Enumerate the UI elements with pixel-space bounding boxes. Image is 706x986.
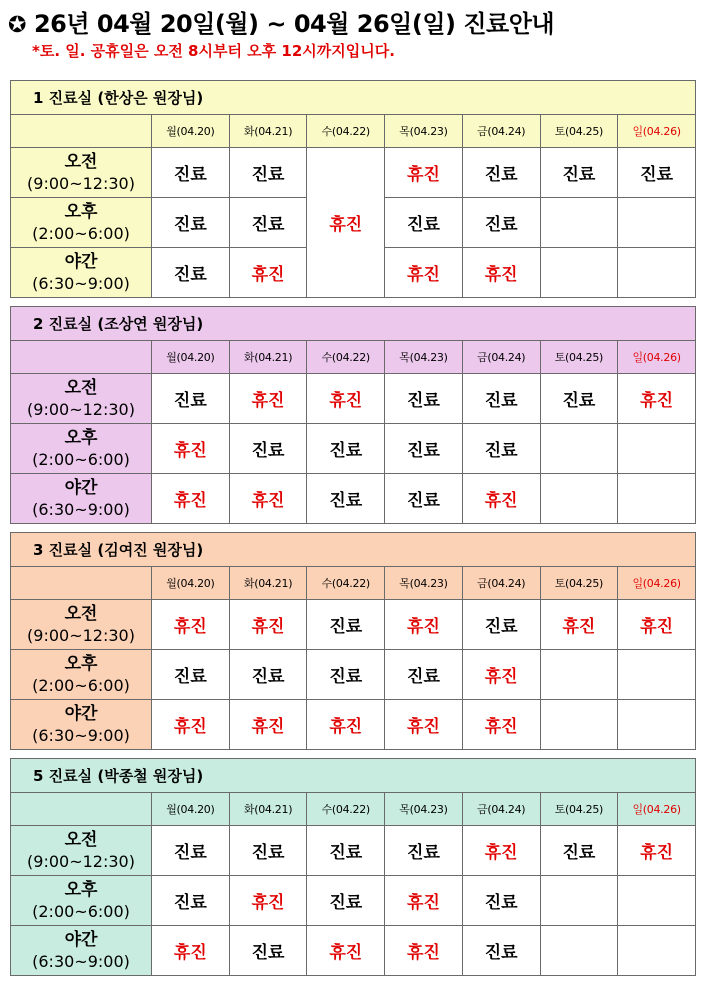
schedule-cell: 진료	[385, 374, 463, 424]
period-night	[11, 926, 152, 976]
period-time: (2:00~6:00)	[32, 223, 130, 243]
schedule-cell-merged: 휴진	[307, 148, 385, 298]
period-name: 오전	[64, 151, 98, 172]
period-time: (9:00~12:30)	[27, 625, 135, 645]
schedule-cell: 진료	[385, 474, 463, 524]
schedule-cell: 휴진	[462, 826, 540, 876]
day-header-wed: 수(04.22)	[307, 793, 385, 826]
day-header-mon: 월(04.20)	[152, 341, 230, 374]
period-morning	[11, 148, 152, 198]
schedule-cell: 진료	[540, 826, 618, 876]
period-name: 오후	[64, 201, 98, 222]
schedule-cell: 휴진	[307, 374, 385, 424]
room-title: 1 진료실 (한상은 원장님)	[11, 81, 696, 115]
schedule-cell: 진료	[307, 600, 385, 650]
schedule-cell	[540, 876, 618, 926]
schedule-cell: 휴진	[385, 248, 463, 298]
schedule-cell	[618, 424, 696, 474]
schedule-cell: 진료	[229, 650, 307, 700]
schedule-cell: 휴진	[618, 826, 696, 876]
page-title	[8, 4, 555, 38]
period-name: 야간	[64, 703, 98, 724]
day-header-fri: 금(04.24)	[462, 567, 540, 600]
schedule-cell: 진료	[307, 474, 385, 524]
schedule-cell	[618, 474, 696, 524]
period-night	[11, 474, 152, 524]
schedule-cell: 휴진	[307, 700, 385, 750]
schedule-cell	[540, 248, 618, 298]
period-name: 오후	[64, 427, 98, 448]
period-afternoon	[11, 424, 152, 474]
schedule-cell: 진료	[462, 374, 540, 424]
period-name: 오후	[64, 653, 98, 674]
schedule-cell: 진료	[385, 424, 463, 474]
period-name: 오전	[64, 377, 98, 398]
period-name: 오전	[64, 603, 98, 624]
schedule-cell: 휴진	[307, 926, 385, 976]
schedule-cell: 진료	[462, 876, 540, 926]
schedule-cell: 진료	[152, 198, 230, 248]
day-header-tue: 화(04.21)	[229, 341, 307, 374]
schedule-cell: 진료	[152, 826, 230, 876]
schedule-cell: 진료	[385, 826, 463, 876]
schedule-cell: 진료	[229, 424, 307, 474]
day-header-mon: 월(04.20)	[152, 115, 230, 148]
schedule-cell: 휴진	[229, 600, 307, 650]
schedule-cell: 진료	[152, 248, 230, 298]
schedule-cell	[618, 876, 696, 926]
schedule-cell: 진료	[540, 374, 618, 424]
period-morning	[11, 374, 152, 424]
day-header-thu: 목(04.23)	[385, 793, 463, 826]
period-name: 야간	[64, 929, 98, 950]
period-time: (2:00~6:00)	[32, 449, 130, 469]
schedule-cell: 진료	[540, 148, 618, 198]
period-name: 야간	[64, 477, 98, 498]
period-afternoon	[11, 650, 152, 700]
period-time: (2:00~6:00)	[32, 675, 130, 695]
period-name: 오후	[64, 879, 98, 900]
page-title-text: 26년 04월 20일(월) ~ 04월 26일(일) 진료안내	[33, 10, 555, 38]
day-header-sun: 일(04.26)	[618, 341, 696, 374]
schedule-cell	[618, 650, 696, 700]
schedule-cell: 휴진	[229, 248, 307, 298]
period-morning	[11, 600, 152, 650]
schedule-cell	[540, 926, 618, 976]
schedule-cell: 진료	[385, 198, 463, 248]
room-title: 3 진료실 (김여진 원장님)	[11, 533, 696, 567]
schedule-cell: 진료	[152, 374, 230, 424]
day-header-fri: 금(04.24)	[462, 793, 540, 826]
day-header-tue: 화(04.21)	[229, 567, 307, 600]
period-name: 야간	[64, 251, 98, 272]
schedule-cell: 휴진	[385, 876, 463, 926]
schedule-cell: 휴진	[385, 148, 463, 198]
schedule-cell: 진료	[229, 826, 307, 876]
day-header-sun: 일(04.26)	[618, 567, 696, 600]
schedule-cell: 휴진	[462, 700, 540, 750]
day-header-mon: 월(04.20)	[152, 793, 230, 826]
schedule-cell: 휴진	[229, 374, 307, 424]
period-afternoon	[11, 876, 152, 926]
day-header-tue: 화(04.21)	[229, 115, 307, 148]
schedule-cell: 진료	[307, 424, 385, 474]
day-header-wed: 수(04.22)	[307, 115, 385, 148]
day-header-fri: 금(04.24)	[462, 115, 540, 148]
day-header-thu: 목(04.23)	[385, 567, 463, 600]
period-time: (9:00~12:30)	[27, 851, 135, 871]
schedule-cell: 진료	[307, 650, 385, 700]
schedule-cell: 진료	[229, 926, 307, 976]
schedule-cell: 진료	[307, 826, 385, 876]
schedule-cell: 휴진	[462, 474, 540, 524]
period-night	[11, 700, 152, 750]
corner-cell	[11, 567, 152, 600]
period-morning	[11, 826, 152, 876]
schedule-cell: 진료	[152, 876, 230, 926]
schedule-cell: 휴진	[229, 700, 307, 750]
room-3-schedule-table	[10, 532, 696, 750]
schedule-cell: 진료	[229, 198, 307, 248]
schedule-cell: 휴진	[462, 650, 540, 700]
day-header-thu: 목(04.23)	[385, 115, 463, 148]
day-header-sat: 토(04.25)	[540, 793, 618, 826]
day-header-sat: 토(04.25)	[540, 341, 618, 374]
schedule-cell: 휴진	[152, 600, 230, 650]
corner-cell	[11, 793, 152, 826]
day-header-sat: 토(04.25)	[540, 115, 618, 148]
corner-cell	[11, 115, 152, 148]
weekend-note: *토. 일. 공휴일은 오전 8시부터 오후 12시까지입니다.	[32, 42, 395, 60]
schedule-cell: 진료	[152, 148, 230, 198]
period-time: (6:30~9:00)	[32, 499, 130, 519]
period-time: (6:30~9:00)	[32, 951, 130, 971]
period-afternoon	[11, 198, 152, 248]
schedule-cell	[540, 700, 618, 750]
star-icon: ✪	[8, 13, 26, 38]
schedule-cell	[540, 424, 618, 474]
schedule-cell: 진료	[462, 148, 540, 198]
schedule-cell: 진료	[462, 926, 540, 976]
schedule-cell	[618, 926, 696, 976]
schedule-cell: 진료	[152, 650, 230, 700]
day-header-sat: 토(04.25)	[540, 567, 618, 600]
schedule-cell: 휴진	[385, 700, 463, 750]
day-header-sun: 일(04.26)	[618, 115, 696, 148]
schedule-cell: 휴진	[618, 600, 696, 650]
period-time: (6:30~9:00)	[32, 725, 130, 745]
day-header-tue: 화(04.21)	[229, 793, 307, 826]
schedule-cell: 휴진	[152, 424, 230, 474]
period-time: (6:30~9:00)	[32, 273, 130, 293]
schedule-cell: 휴진	[462, 248, 540, 298]
schedule-cell: 휴진	[229, 474, 307, 524]
schedule-cell: 휴진	[618, 374, 696, 424]
schedule-cell: 진료	[462, 198, 540, 248]
schedule-cell: 진료	[229, 148, 307, 198]
room-1-schedule-table	[10, 80, 696, 298]
schedule-cell: 휴진	[152, 926, 230, 976]
schedule-cell	[618, 198, 696, 248]
room-title: 5 진료실 (박종철 원장님)	[11, 759, 696, 793]
schedule-cell: 진료	[385, 650, 463, 700]
schedule-cell: 진료	[462, 600, 540, 650]
schedule-cell	[618, 700, 696, 750]
period-name: 오전	[64, 829, 98, 850]
schedule-cell: 휴진	[385, 600, 463, 650]
room-5-schedule-table	[10, 758, 696, 976]
day-header-thu: 목(04.23)	[385, 341, 463, 374]
room-2-schedule-table	[10, 306, 696, 524]
period-night	[11, 248, 152, 298]
period-time: (9:00~12:30)	[27, 399, 135, 419]
day-header-wed: 수(04.22)	[307, 567, 385, 600]
day-header-mon: 월(04.20)	[152, 567, 230, 600]
period-time: (9:00~12:30)	[27, 173, 135, 193]
schedule-cell: 휴진	[540, 600, 618, 650]
schedule-cell	[540, 474, 618, 524]
schedule-cell	[540, 198, 618, 248]
day-header-sun: 일(04.26)	[618, 793, 696, 826]
period-time: (2:00~6:00)	[32, 901, 130, 921]
schedule-cell: 진료	[307, 876, 385, 926]
schedule-cell	[540, 650, 618, 700]
day-header-wed: 수(04.22)	[307, 341, 385, 374]
schedule-cell: 휴진	[152, 700, 230, 750]
schedule-cell	[618, 248, 696, 298]
corner-cell	[11, 341, 152, 374]
schedule-cell: 진료	[618, 148, 696, 198]
schedule-cell: 휴진	[152, 474, 230, 524]
room-title: 2 진료실 (조상연 원장님)	[11, 307, 696, 341]
schedule-cell: 휴진	[385, 926, 463, 976]
schedule-cell: 휴진	[229, 876, 307, 926]
schedule-cell: 진료	[462, 424, 540, 474]
day-header-fri: 금(04.24)	[462, 341, 540, 374]
